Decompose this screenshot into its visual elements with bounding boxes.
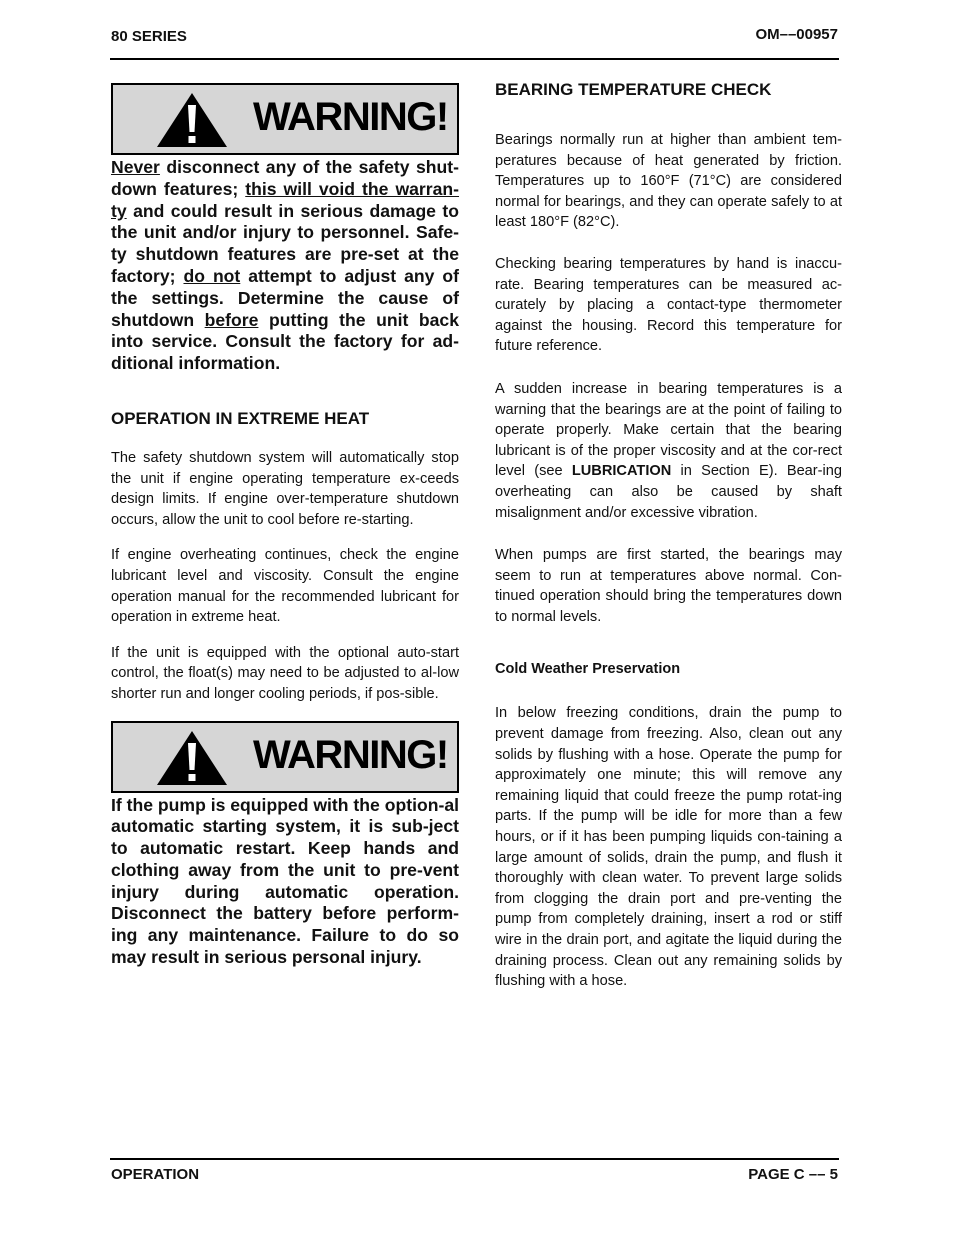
left-column [111, 83, 459, 969]
warning-never: Never [111, 157, 160, 177]
bearing-para-1: Bearings normally run at higher than ambient tem-peratures because of heat generated by friction. Temperatures up to 160°F (71°C) are considered normal for bearings, and they can operate safely to at least 180°F (82°C). [495, 132, 842, 231]
footer-page-number: PAGE C –– 5 [748, 1166, 838, 1183]
bearing-para-3 [495, 379, 842, 523]
bearing-para-3-text: A sudden increase in bearing temperatures is a warning that the bearings are at the point of failing to operate properly. Make certain that the bearing lubricant is of the proper viscosity and at the cor-rect level (see [495, 380, 842, 480]
warning-banner-2 [111, 721, 459, 793]
bearing-para-2: Checking bearing temperatures by hand is inaccu-rate. Bearing temperatures can be measured ac-curately by placing a contact-type thermometer against the housing. Record this temperature for future reference. [495, 255, 842, 355]
extreme-heat-para-2: If engine overheating continues, check the engine lubricant level and viscosity. Consult the engine operation manual for the recommended lubricant for operation in extreme heat. [111, 547, 459, 626]
warning-title: WARNING! [253, 732, 448, 777]
right-column [495, 80, 842, 992]
warning-text-part: disconnect any of the safety shut-down features; [111, 157, 459, 199]
bearing-heading: BEARING TEMPERATURE CHECK [495, 80, 772, 99]
lubrication-reference: LUBRICATION [571, 463, 672, 480]
warning-triangle-icon [155, 91, 229, 149]
header-rule [110, 58, 839, 60]
warning-void-warranty: this will void the warran-ty [111, 178, 460, 221]
extreme-heat-heading: OPERATION IN EXTREME HEAT [111, 408, 370, 428]
warning-title: WARNING! [253, 95, 448, 139]
warning-text-1 [111, 157, 459, 375]
warning-text-part: and could result in serious damage to the unit and/or injury to personnel. Safe-ty shutdown features are pre-set at the factory; [111, 200, 459, 286]
bearing-para-4: When pumps are first started, the bearings may seem to run at temperatures above normal. Con-tinued operation should bring the temperatures down to normal levels. [495, 547, 842, 625]
extreme-heat-para-3: If the unit is equipped with the optional auto-start control, the float(s) may need to be adjusted to al-low shorter run and longer cooling periods, if pos-sible. [111, 644, 459, 702]
warning-banner-1 [111, 83, 459, 155]
cold-weather-heading: Cold Weather Preservation [495, 661, 681, 678]
header-series: 80 SERIES [111, 28, 187, 45]
footer-section: OPERATION [111, 1166, 200, 1183]
cold-weather-para: In below freezing conditions, drain the pump to prevent damage from freezing. Also, clean out any solids by flushing with a hose. Operate the pump for approximately one minute; this will remove any remaining liquid that could freeze the pump rotat-ing parts. If the pump will be idle for more than a few hours, or if it has been pumping liquids con-taining a large amount of solids, drain the pump, and flush it thoroughly with clean water. To prevent large solids from clogging the drain port and pre-venting the pump from completely draining, insert a rod or stiff wire in the drain port, and agitate the liquid during the draining process. Clean out any remaining solids by flushing with a hose. [495, 705, 842, 990]
warning-text-part: putting the unit back into service. Consult the factory for ad-ditional information. [111, 309, 460, 374]
bearing-para-3-text: in Section E). Bear-ing overheating can also be caused by shaft misalignment and/or excessive vibration. [495, 463, 842, 521]
footer-rule [110, 1158, 839, 1160]
warning-text-part: attempt to adjust any of the settings. Determine the cause of shutdown [111, 265, 459, 330]
extreme-heat-para-1: The safety shutdown system will automatically stop the unit if engine operating temperature ex-ceeds design limits. If engine over-temperature shutdown occurs, allow the unit to cool before re-starting. [111, 449, 459, 528]
warning-before: before [204, 309, 259, 330]
header-doc-number: OM––00957 [755, 26, 838, 43]
warning-do-not: do not [183, 265, 241, 286]
warning-text-2: If the pump is equipped with the option-al automatic starting system, it is sub-ject to automatic restart. Keep hands and clothing away from the unit to pre-vent injury during automatic operation. Disconnect the battery before perform-ing any maintenance. Failure to do so may result in serious personal injury. [111, 794, 459, 968]
warning-triangle-icon [155, 729, 229, 787]
